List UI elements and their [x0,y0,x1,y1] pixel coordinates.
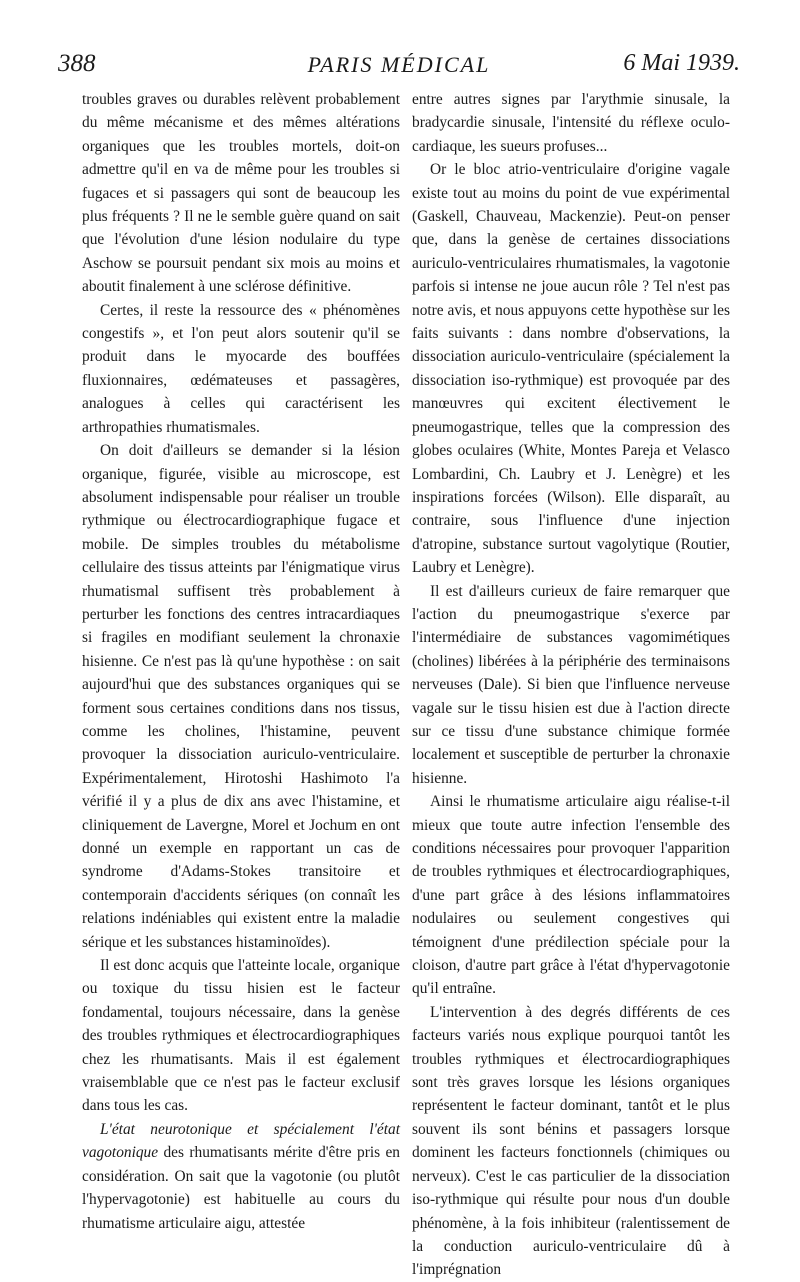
page-header [58,50,740,84]
paragraph: troubles graves ou durables relèvent probablement du même mécanisme et des mêmes altérations organiques que les troubles mortels, doit-on admettre qu'il en va de même pour les troubles si fugaces et si passagers qui sont de beaucoup les plus fréquents ? Il ne le semble guère quand on sait que l'évolution d'une lésion nodulaire du type Aschow se poursuit pendant six mois au moins et aboutit finalement à une sclérose définitive. [82,91,400,296]
paragraph [82,1118,400,1235]
paragraph: Certes, il reste la ressource des « phénomènes congestifs », et l'on peut alors soutenir qu'il se produit dans le myocarde des bouffées fluxionnaires, œdémateuses et passagères, analogues à celles qui caractérisent les arthropathies rhumatismales. [82,301,400,436]
paragraph: On doit d'ailleurs se demander si la lésion organique, figurée, visible au microscope, est absolument indispensable pour réaliser un trouble rythmique ou électrocardiographique fugace et mobile. De simples troubles du métabolisme cellulaire des tissus atteints par l'énigmatique virus rhumatismal suffisent très probablement à perturber les fonctions des centres intracardiaques si fragiles en modifiant seulement la chronaxie hisienne. Ce n'est pas là qu'une hypothèse : on sait aujourd'hui que des substances organiques qui se forment sous certaines conditions dans nos tissus, comme les cholines, l'histamine, peuvent provoquer la dissociation auriculo-ventriculaire. Expérimentalement, Hirotoshi Hashimoto l'a vérifié il y a plus de dix ans avec l'histamine, et cliniquement de Lavergne, Morel et Jochum en ont donné un exemple en rapportant un cas de syndrome d'Adams-Stokes transitoire et contemporain d'accidents sériques (on connaît les relations indéniables qui existent entre la maladie sérique et les substances histaminoïdes). [82,442,400,951]
page-number: 388 [58,50,96,77]
paragraph: entre autres signes par l'arythmie sinusale, la bradycardie sinusale, l'intensité du réflexe oculo-cardiaque, les sueurs profuses... [412,91,730,155]
paragraph: Ainsi le rhumatisme articulaire aigu réalise-t-il mieux que toute autre infection l'ensemble des conditions nécessaires pour provoquer l'apparition de troubles rythmiques et électrocardiographiques, d'une part grâce à des lésions inflammatoires nodulaires ou seulement congestives qui témoignent d'une prédilection spéciale pour la cloison, d'autre part grâce à l'état d'hypervagotonie qu'il entraîne. [412,793,730,998]
issue-date: 6 Mai 1939. [623,50,740,76]
right-column [412,88,730,1282]
paragraph-text: des rhumatisants mérite d'être pris en considération. On sait que la vagotonie (ou plutôt l'hypervagotonie) est habituelle au cours du rhumatisme articulaire aigu, attestée [82,1144,400,1232]
paragraph: Or le bloc atrio-ventriculaire d'origine vagale existe tout au moins du point de vue expérimental (Gaskell, Chauveau, Mackenzie). Peut-on penser que, dans la genèse de certaines dissociations auriculo-ventriculaires rhumatismales, la vagotonie parfois si intense ne joue aucun rôle ? Tel n'est pas notre avis, et nous appuyons cette hypothèse sur les faits suivants : dans nombre d'observations, la dissociation auriculo-ventriculaire (spécialement la dissociation iso-rythmique) est provoquée par des manœuvres qui excitent électivement le pneumogastrique, telles que la compression des globes oculaires (White, Montes Pareja et Velasco Lombardini, Ch. Laubry et J. Lenègre) et les inspirations forcées (Wilson). Elle disparaît, au contraire, sous l'influence d'une injection d'atropine, substance surtout vagolytique (Routier, Laubry et Lenègre). [412,161,730,577]
left-column [82,88,400,1235]
paragraph: L'intervention à des degrés différents de ces facteurs variés nous explique pourquoi tantôt les troubles rythmiques et électrocardiographiques sont très graves lorsque les lésions organiques représentent le facteur dominant, tantôt et le plus souvent ils sont bénins et passagers lorsque dominent les facteurs fonctionnels (chimiques ou nerveux). C'est le cas particulier de la dissociation iso-rythmique qui résulte pour nous d'un double phénomène, à la fois inhibiteur (ralentissement de la conduction auriculo-ventriculaire dû à l'imprégnation [412,1003,730,1279]
paragraph: Il est donc acquis que l'atteinte locale, organique ou toxique du tissu hisien est le facteur fondamental, toujours nécessaire, dans la genèse des troubles rythmiques et électrocardiographiques chez les rhumatisants. Mais il est également vraisemblable que ce n'est pas le facteur exclusif dans tous les cas. [82,957,400,1115]
italic-heading: L'état neurotonique et spécialement l'état vagotonique [82,1120,400,1162]
paragraph: Il est d'ailleurs curieux de faire remarquer que l'action du pneumogastrique s'exerce par l'intermédiaire de substances vagomimétiques (cholines) libérées à la périphérie des terminaisons nerveuses (Dale). Si bien que l'influence nerveuse vagale sur le tissu hisien est due à l'action directe sur ce tissu d'une substance chimique formée localement et susceptible de perturber la chronaxie hisienne. [412,582,730,787]
journal-title: PARIS MÉDICAL [307,52,491,77]
